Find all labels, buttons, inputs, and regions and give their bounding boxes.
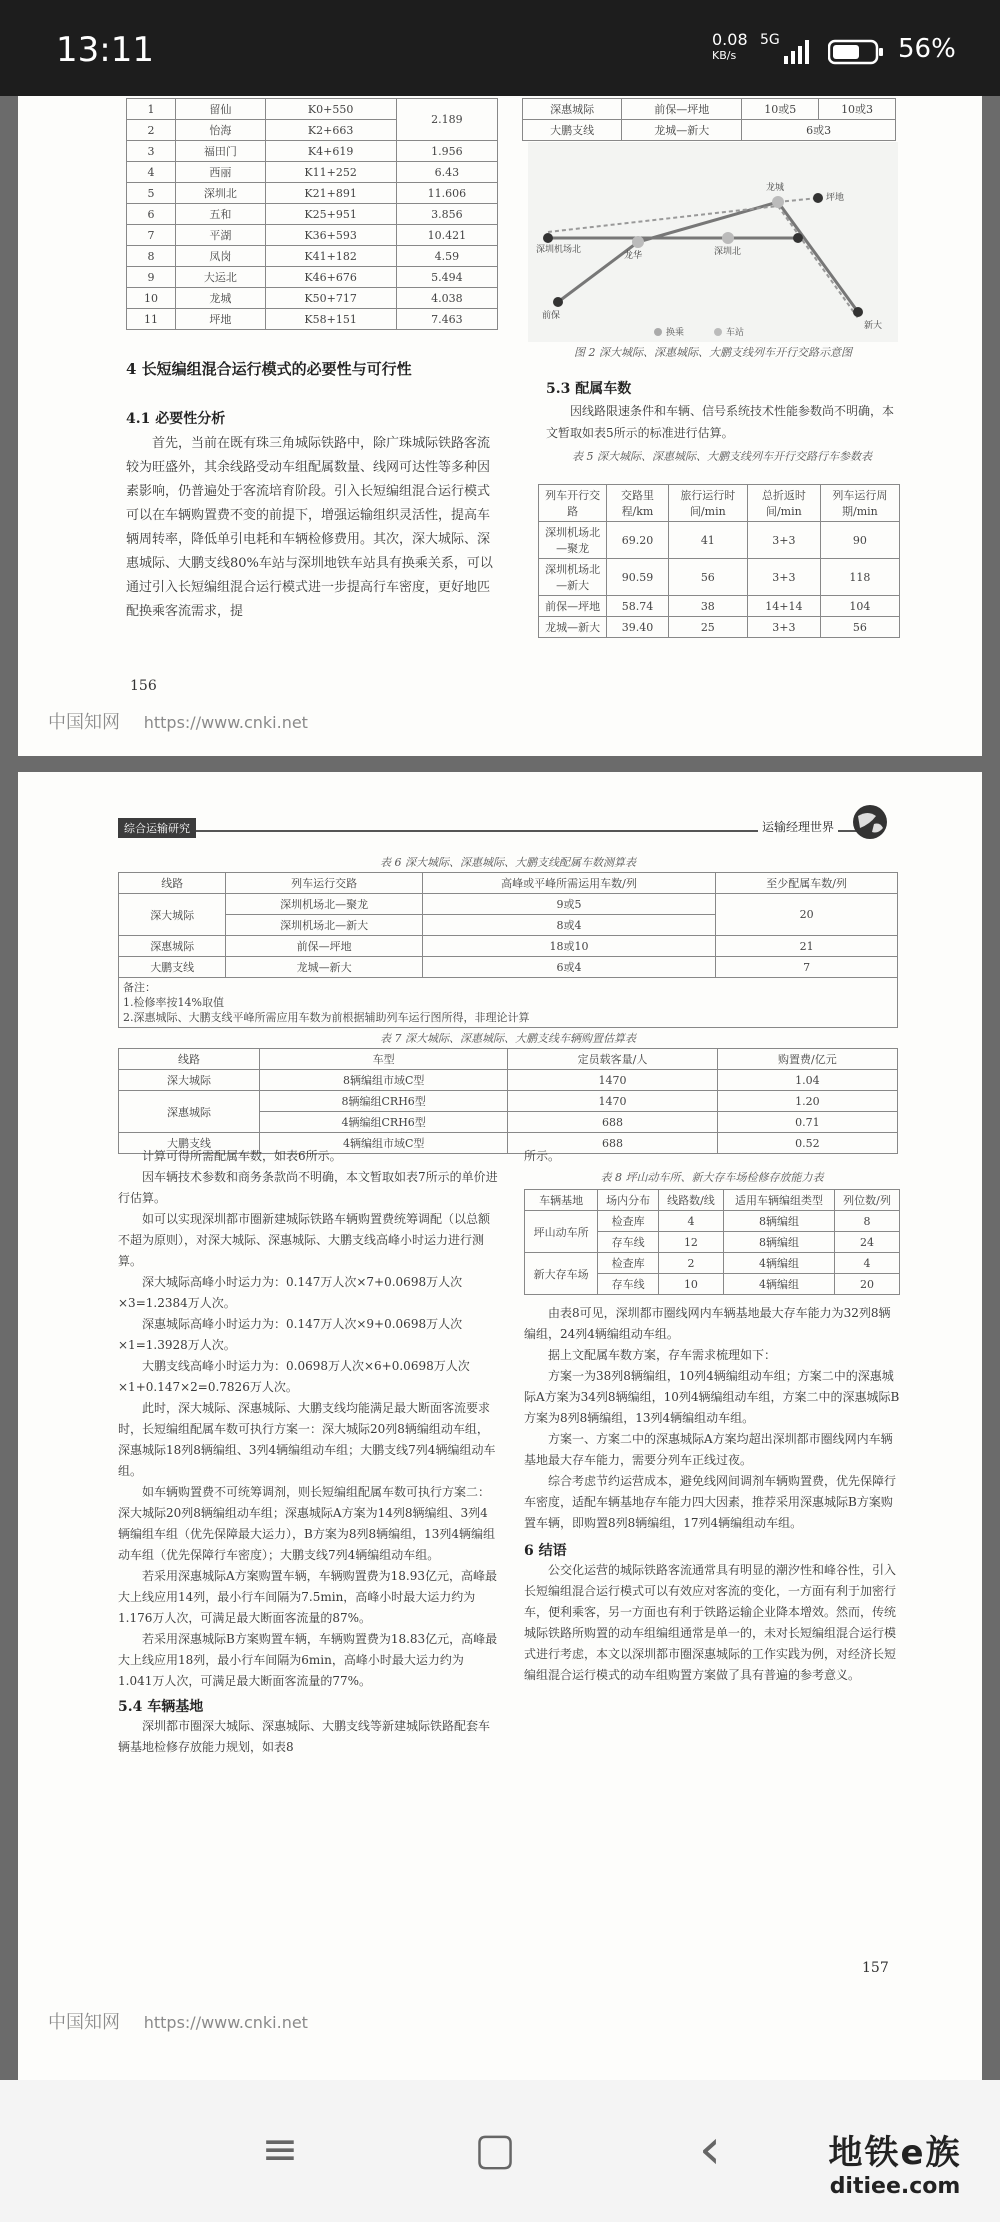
table-cell: K36+593 <box>265 225 396 246</box>
table-7-caption: 表 7 深大城际、深惠城际、大鹏支线车辆购置估算表 <box>380 1032 636 1045</box>
column-header: 车型 <box>260 1049 508 1070</box>
table-cell: 18或10 <box>422 936 715 957</box>
watermark-url: ditiee.com <box>829 2174 961 2199</box>
table-cell: 五和 <box>176 204 266 225</box>
table-cell: 9或5 <box>422 894 715 915</box>
table-cell: 坪地 <box>176 309 266 330</box>
legend-transfer: 换乘 <box>666 328 685 338</box>
table-cell: K11+252 <box>265 162 396 183</box>
table-cell: 2 <box>658 1253 723 1274</box>
table-cell: 11 <box>127 309 176 330</box>
cnki-logo-text: 中国知网 <box>48 712 120 733</box>
section-5-4-text: 深圳都市圈深大城际、深惠城际、大鹏支线等新建城际铁路配套车辆基地检修存放能力规划，如表8 <box>118 1719 491 1754</box>
table-cell: 前保—坪地 <box>622 99 742 120</box>
table-cell: 检查库 <box>598 1211 659 1232</box>
table-cell: 24 <box>835 1232 900 1253</box>
table-cell: 10 <box>127 288 176 309</box>
table-row <box>127 225 498 246</box>
table-cell: 龙城—新大 <box>622 120 742 141</box>
section-4-1-text: 首先，当前在既有珠三角城际铁路中，除广珠城际铁路客流较为旺盛外，其余线路受动车组配属数量、线网可达性等多种因素影响，仍普遍处于客流培育阶段。引入长短编组混合运行模式可以在车辆购置费不变的前提下，增强运输组织灵活性，提高车辆周转率，降低单引电耗和车辆检修费用。其次，深大城际、深惠城际、大鹏支线80%车站与深圳地铁车站具有换乘关系，可以通过引入长短编组混合运行模式进一步提高行车密度，更好地匹配换乘客流需求，提 <box>126 436 493 619</box>
note-line: 2.深惠城际、大鹏支线平峰所需应用车数为前根据辅助列车运行图所得，非理论计算 <box>123 1011 530 1024</box>
column-header: 适用车辆编组类型 <box>723 1190 834 1211</box>
column-header: 线路数/线 <box>658 1190 723 1211</box>
table-8-caption: 表 8 坪山动车所、新大存车场检修存放能力表 <box>600 1171 824 1184</box>
table-row <box>525 1253 900 1274</box>
column-header: 定员载客量/人 <box>508 1049 717 1070</box>
table-row <box>127 309 498 330</box>
globe-icon <box>850 802 890 842</box>
table-cell: 大鹏支线 <box>523 120 622 141</box>
column-header: 列位数/列 <box>835 1190 900 1211</box>
table-row <box>127 267 498 288</box>
diagram-label-shenzhen-north: 深圳北 <box>714 247 742 257</box>
paragraph: 据上文配属车数方案，存车需求梳理如下： <box>548 1348 777 1362</box>
table-cell: 龙城—新大 <box>539 617 607 638</box>
table-cell: 深惠城际 <box>119 1091 260 1133</box>
table-row <box>539 522 900 559</box>
paragraph: 方案一为38列8辆编组，10列4辆编组动车组；方案二中的深惠城际A方案为34列8辆编组，10列4辆编组动车组，方案二中的深惠城际B方案为8列8辆编组，13列4辆编组动车组。 <box>524 1369 900 1425</box>
table-cell: K0+550 <box>265 99 396 120</box>
table-cell: 深大城际 <box>119 894 226 936</box>
table-cell: 6 <box>127 204 176 225</box>
table-row <box>127 288 498 309</box>
column-header: 列车运行周期/min <box>820 485 899 522</box>
table-cell: 25 <box>668 617 747 638</box>
paragraph: 综合考虑节约运营成本，避免线网间调剂车辆购置费，优先保障行车密度，适配车辆基地存车能力四大因素，推荐采用深惠城际B方案购置车辆，即购置8列8辆编组，17列4辆编组动车组。 <box>524 1474 897 1530</box>
table-cell-interval: 1.956 <box>396 141 497 162</box>
table-header-row <box>119 1049 898 1070</box>
column-header: 至少配属车数/列 <box>716 873 898 894</box>
table-header-row <box>539 485 900 522</box>
section-5-3-heading: 5.3 配属车数 <box>546 381 632 397</box>
table-cell: 8辆编组市域C型 <box>260 1070 508 1091</box>
table-row <box>119 1091 898 1112</box>
table-cell: 5 <box>127 183 176 204</box>
table-cell: 大鹏支线 <box>119 1133 260 1154</box>
table-cell: 4 <box>127 162 176 183</box>
table-cell: 新大存车场 <box>525 1253 598 1295</box>
table-6-note <box>119 978 898 1028</box>
paragraph: 方案一、方案二中的深惠城际A方案均超出深圳都市圈线网内车辆基地最大存车能力，需要分列车正线过夜。 <box>524 1432 893 1467</box>
table-row <box>539 617 900 638</box>
table-header-row <box>119 873 898 894</box>
diagram-label-qianbao: 前保 <box>542 311 561 321</box>
paragraph: 深惠城际高峰小时运力为：0.147万人次×9+0.0698万人次×1=1.3928万人次。 <box>118 1317 463 1352</box>
cnki-url: https://www.cnki.net <box>143 2013 308 2032</box>
cnki-logo <box>48 708 308 734</box>
table-cell: 38 <box>668 596 747 617</box>
paragraph: 由表8可见，深圳都市圈线网内车辆基地最大存车能力为32列8辆编组，24列4辆编组动车组。 <box>524 1306 891 1341</box>
page-number: 156 <box>130 678 157 694</box>
table-cell: K58+151 <box>265 309 396 330</box>
table-cell-interval: 2.189 <box>396 99 497 141</box>
table-cell: 8 <box>835 1211 900 1232</box>
table-cell: 7 <box>716 957 898 978</box>
table-cell: 6或3 <box>742 120 896 141</box>
table-cell: 2 <box>127 120 176 141</box>
paragraph: 若采用深惠城际B方案购置车辆，车辆购置费为18.83亿元，高峰最大上线应用18列，最小行车间隔为6min，高峰小时最大运力约为1.041万人次，可满足最大断面客流量的77%。 <box>118 1632 498 1688</box>
paragraph: 如可以实现深圳都市圈新建城际铁路车辆购置费统筹调配（以总额不超为原则），对深大城际、深惠城际、大鹏支线高峰小时运力进行测算。 <box>118 1212 491 1268</box>
table-cell: 龙城—新大 <box>226 957 423 978</box>
paragraph: 如车辆购置费不可统筹调剂，则长短编组配属车数可执行方案二：深大城际20列8辆编组动车组；深惠城际A方案为14列8辆编组、3列4辆编组车组（优先保障最大运力），B方案为8列8辆编组，13列4辆编组动车组（优先保障行车密度）；大鹏支线7列4辆编组动车组。 <box>118 1485 495 1562</box>
clock: 13:11 <box>56 30 154 70</box>
table-cell: 39.40 <box>607 617 668 638</box>
diagram-label-xinda: 新大 <box>864 321 883 331</box>
table-cell-interval: 7.463 <box>396 309 497 330</box>
paragraph: 若采用深惠城际A方案购置车辆，车辆购置费为18.93亿元，高峰最大上线应用14列，最小行车间隔为7.5min，高峰小时最大运力约为1.176万人次，可满足最大断面客流量的87%。 <box>118 1569 498 1625</box>
table-7 <box>118 1048 898 1154</box>
table-cell: 10 <box>658 1274 723 1295</box>
table-cell: 存车线 <box>598 1232 659 1253</box>
table-cell: 深圳机场北—新大 <box>539 559 607 596</box>
column-header: 总折返时间/min <box>747 485 820 522</box>
table-cell: 凤岗 <box>176 246 266 267</box>
paragraph: 因车辆技术参数和商务条款尚不明确，本文暂取如表7所示的单价进行估算。 <box>118 1170 498 1205</box>
table-cell: 前保—坪地 <box>539 596 607 617</box>
table-cell: 检查库 <box>598 1253 659 1274</box>
table-row <box>127 204 498 225</box>
table-cell: K46+676 <box>265 267 396 288</box>
table-cell: 福田门 <box>176 141 266 162</box>
table-cell: 69.20 <box>607 522 668 559</box>
table-cell: 4辆编组CRH6型 <box>260 1112 508 1133</box>
table-row <box>119 1070 898 1091</box>
cnki-logo-text: 中国知网 <box>48 2012 120 2033</box>
table-cell: K41+182 <box>265 246 396 267</box>
table-row <box>127 99 498 120</box>
table-cell: 20 <box>835 1274 900 1295</box>
table-cell: 3+3 <box>747 617 820 638</box>
table-row <box>127 141 498 162</box>
table-row <box>539 596 900 617</box>
table-row <box>119 936 898 957</box>
section-4-1-heading: 4.1 必要性分析 <box>126 411 226 427</box>
table-6 <box>118 872 898 1028</box>
route-diagram <box>528 142 898 342</box>
table-5 <box>538 484 900 638</box>
table-cell: 7 <box>127 225 176 246</box>
table-row <box>523 99 896 120</box>
network-speed-unit: KB/s <box>712 49 737 62</box>
table-cell: 8或4 <box>422 915 715 936</box>
table-cell: 8辆编组 <box>723 1232 834 1253</box>
station-legend-icon <box>714 328 722 336</box>
diagram-label-pingdi: 坪地 <box>826 193 845 203</box>
table-cell: 3+3 <box>747 522 820 559</box>
table-cell-interval: 4.038 <box>396 288 497 309</box>
note-title: 备注： <box>123 981 156 994</box>
table-cell: 4辆编组市域C型 <box>260 1133 508 1154</box>
network-speed-value: 0.08 <box>712 30 748 49</box>
journal-title: 运输经理世界 <box>758 818 838 835</box>
table-cell: 688 <box>508 1133 717 1154</box>
battery-percent: 56% <box>898 34 956 64</box>
table-cell: 前保—坪地 <box>226 936 423 957</box>
table-cell-interval: 4.59 <box>396 246 497 267</box>
cnki-logo <box>48 2008 308 2034</box>
table-row <box>523 120 896 141</box>
table-cell-interval: 11.606 <box>396 183 497 204</box>
table-cell: 深惠城际 <box>119 936 226 957</box>
journal-section-label: 综合运输研究 <box>118 818 196 838</box>
table-cell: 西丽 <box>176 162 266 183</box>
figure-2-caption: 图 2 深大城际、深惠城际、大鹏支线列车开行交路示意图 <box>574 346 852 359</box>
column-header: 交路里程/km <box>607 485 668 522</box>
table-cell: K21+891 <box>265 183 396 204</box>
table-cell: K25+951 <box>265 204 396 225</box>
network-type: 5G <box>760 32 780 48</box>
table-cell: 4辆编组 <box>723 1253 834 1274</box>
table-cell: 90 <box>820 522 899 559</box>
table-cell: 90.59 <box>607 559 668 596</box>
table-cell: 8辆编组 <box>723 1211 834 1232</box>
signal-bars-icon <box>782 38 814 66</box>
watermark <box>795 2125 995 2199</box>
section-4-heading: 4 长短编组混合运行模式的必要性与可行性 <box>126 360 412 378</box>
document-page-156 <box>18 96 982 756</box>
table-cell: 深圳机场北—聚龙 <box>226 894 423 915</box>
table-cell-interval: 10.421 <box>396 225 497 246</box>
battery-icon <box>828 38 886 66</box>
document-page-157 <box>18 772 982 2080</box>
watermark-title: 地铁e族 <box>828 2133 962 2173</box>
table-row <box>525 1211 900 1232</box>
table-8-intro: 所示。 <box>524 1149 561 1163</box>
column-header: 场内分布 <box>598 1190 659 1211</box>
table-cell: 大运北 <box>176 267 266 288</box>
table-cell: 深大城际 <box>119 1070 260 1091</box>
table-row <box>119 957 898 978</box>
menu-icon[interactable]: ≡ <box>261 2124 299 2175</box>
column-header: 购置费/亿元 <box>717 1049 897 1070</box>
table-cell: 3+3 <box>747 559 820 596</box>
table-cell: K50+717 <box>265 288 396 309</box>
table-cell: 56 <box>668 559 747 596</box>
table-cell: 平湖 <box>176 225 266 246</box>
column-header: 旅行运行时间/min <box>668 485 747 522</box>
section-5-3-text: 因线路限速条件和车辆、信号系统技术性能参数尚不明确，本文暂取如表5所示的标准进行估算。 <box>546 404 895 440</box>
table-6-caption: 表 6 深大城际、深惠城际、大鹏支线配属车数测算表 <box>380 856 636 869</box>
table-cell: 怡海 <box>176 120 266 141</box>
table-cell: 8辆编组CRH6型 <box>260 1091 508 1112</box>
table-cell: 大鹏支线 <box>119 957 226 978</box>
table-note-row <box>119 978 898 1028</box>
paragraph: 计算可得所需配属车数，如表6所示。 <box>142 1149 342 1163</box>
network-speed <box>712 32 748 64</box>
table-cell: 12 <box>658 1232 723 1253</box>
table-cell: 存车线 <box>598 1274 659 1295</box>
cnki-url: https://www.cnki.net <box>143 713 308 732</box>
note-line: 1.检修率按14%取值 <box>123 996 224 1009</box>
table-5-caption: 表 5 深大城际、深惠城际、大鹏支线列车开行交路行车参数表 <box>572 450 872 463</box>
table-cell: 0.71 <box>717 1112 897 1133</box>
table-cell: 3 <box>127 141 176 162</box>
table-row <box>127 246 498 267</box>
status-bar <box>0 0 1000 96</box>
table-cell: 9 <box>127 267 176 288</box>
table-4 <box>126 98 498 330</box>
table-row <box>539 559 900 596</box>
table-route-fragment <box>522 98 896 141</box>
right-column <box>524 1146 900 1686</box>
table-cell: 56 <box>820 617 899 638</box>
left-column <box>118 1146 498 1758</box>
table-cell: 1470 <box>508 1091 717 1112</box>
table-cell: 118 <box>820 559 899 596</box>
transfer-legend-icon <box>654 328 662 336</box>
column-header: 高峰或平峰所需运用车数/列 <box>422 873 715 894</box>
back-icon[interactable]: ‹ <box>698 2117 722 2182</box>
column-header: 车辆基地 <box>525 1190 598 1211</box>
table-cell: 1.04 <box>717 1070 897 1091</box>
table-cell: 10或3 <box>819 99 896 120</box>
paragraph: 大鹏支线高峰小时运力为：0.0698万人次×6+0.0698万人次×1+0.147×2=0.7826万人次。 <box>118 1359 470 1394</box>
table-cell: 10或5 <box>742 99 819 120</box>
table-cell: K4+619 <box>265 141 396 162</box>
table-row <box>127 183 498 204</box>
page-number: 157 <box>862 1960 889 1976</box>
table-cell: 0.52 <box>717 1133 897 1154</box>
table-cell: 20 <box>716 894 898 936</box>
table-cell: 8 <box>127 246 176 267</box>
table-cell: 4 <box>835 1253 900 1274</box>
table-cell: 深圳北 <box>176 183 266 204</box>
table-cell: 龙城 <box>176 288 266 309</box>
table-cell: 58.74 <box>607 596 668 617</box>
table-cell: 21 <box>716 936 898 957</box>
table-header-row <box>525 1190 900 1211</box>
table-cell: 1470 <box>508 1070 717 1091</box>
section-6-heading: 6 结语 <box>524 1543 567 1559</box>
table-cell: 688 <box>508 1112 717 1133</box>
table-cell-interval: 6.43 <box>396 162 497 183</box>
section-6-text: 公交化运营的城际铁路客流通常具有明显的潮汐性和峰谷性，引入长短编组混合运行模式可以有效应对客流的变化，一方面有利于加密行车，便利乘客，另一方面也有利于铁路运输企业降本增效。然而，传统城际铁路所购置的动车组编组通常是单一的，未对长短编组混合运行模式进行考虑，本文以深圳都市圈深惠城际的工作实践为例，对经济长短编组混合运行模式的动车组购置方案做了具有普遍的参考意义。 <box>524 1563 897 1682</box>
paragraph: 深大城际高峰小时运力为：0.147万人次×7+0.0698万人次×3=1.2384万人次。 <box>118 1275 463 1310</box>
table-row <box>119 894 898 915</box>
table-cell: 1 <box>127 99 176 120</box>
diagram-label-longhua: 龙华 <box>624 251 643 261</box>
table-cell: 6或4 <box>422 957 715 978</box>
table-cell: 4辆编组 <box>723 1274 834 1295</box>
table-cell: 104 <box>820 596 899 617</box>
table-cell: 4 <box>658 1211 723 1232</box>
table-cell: 41 <box>668 522 747 559</box>
table-cell: 深惠城际 <box>523 99 622 120</box>
table-cell: K2+663 <box>265 120 396 141</box>
table-cell: 留仙 <box>176 99 266 120</box>
table-cell: 深圳机场北—新大 <box>226 915 423 936</box>
table-cell: 坪山动车所 <box>525 1211 598 1253</box>
diagram-label-airport-north: 深圳机场北 <box>536 245 582 255</box>
legend-station: 车站 <box>726 328 745 338</box>
diagram-label-longcheng: 龙城 <box>766 183 785 193</box>
table-row <box>127 162 498 183</box>
column-header: 线路 <box>119 1049 260 1070</box>
table-cell-interval: 5.494 <box>396 267 497 288</box>
section-5-4-heading: 5.4 车辆基地 <box>118 1699 204 1715</box>
column-header: 线路 <box>119 873 226 894</box>
column-header: 列车运行交路 <box>226 873 423 894</box>
column-header: 列车开行交路 <box>539 485 607 522</box>
table-cell: 14+14 <box>747 596 820 617</box>
table-cell: 深圳机场北—聚龙 <box>539 522 607 559</box>
paragraph: 此时，深大城际、深惠城际、大鹏支线均能满足最大断面客流要求时，长短编组配属车数可执行方案一：深大城际20列8辆编组动车组，深惠城际18列8辆编组、3列4辆编组动车组；大鹏支线7列4辆编组动车组。 <box>118 1401 496 1478</box>
table-cell: 1.20 <box>717 1091 897 1112</box>
table-8 <box>524 1189 900 1295</box>
home-icon[interactable]: ▢ <box>474 2124 516 2175</box>
table-cell-interval: 3.856 <box>396 204 497 225</box>
